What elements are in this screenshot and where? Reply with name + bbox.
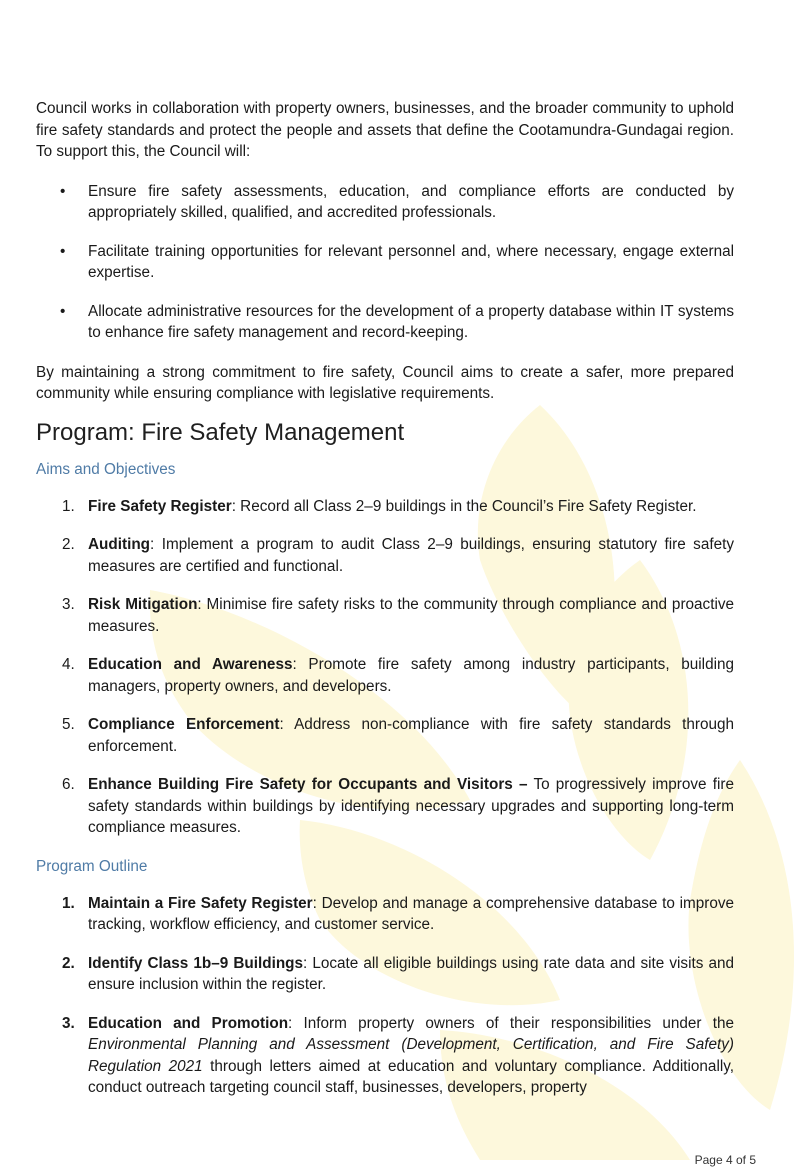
list-item: 3. Risk Mitigation: Minimise fire safety risks to the community through compliance and proactive measures. (62, 596, 735, 635)
list-item: 3. Education and Promotion: Inform property owners of their responsibilities under the Environmental Planning and Assessment (Development, Certification, and Fire Safety) Regulation 2021 through letters aimed at education and voluntary compliance. Additionally, conduct outreach targeting council staff, businesses, developers, property (62, 1014, 735, 1096)
list-item: 4. Education and Awareness: Promote fire safety among industry participants, building managers, property owners, and developers. (62, 656, 734, 695)
council-commitments-list (36, 181, 734, 344)
bullet-icon: • (60, 302, 66, 320)
list-item: 1. Fire Safety Register: Record all Class 2–9 buildings in the Council’s Fire Safety Register. (62, 497, 697, 515)
intro-paragraph: Council works in collaboration with property owners, businesses, and the broader community to uphold fire safety standards and protect the people and assets that define the Cootamundra-Gundagai region. To support this, the Council will: (36, 100, 734, 160)
list-item: 2. Identify Class 1b–9 Buildings: Locate all eligible buildings using rate data and site visits and ensure inclusion within the register. (62, 954, 734, 993)
outline-heading: Program Outline (36, 857, 148, 875)
bullet-icon: • (60, 242, 66, 260)
outline-list (36, 893, 734, 1099)
list-item: 6. Enhance Building Fire Safety for Occupants and Visitors – To progressively improve fire safety standards within buildings by identifying necessary upgrades and supporting long-term compliance measures. (62, 776, 734, 836)
list-item: • Ensure fire safety assessments, education, and compliance efforts are conducted by appropriately skilled, qualified, and accredited professionals. (60, 182, 734, 221)
bullet-icon: • (60, 182, 66, 200)
aims-heading: Aims and Objectives (36, 460, 176, 478)
list-item: 1. Maintain a Fire Safety Register: Develop and manage a comprehensive database to improve tracking, workflow efficiency, and customer service. (62, 894, 734, 933)
document-body (36, 98, 734, 1116)
list-item: 2. Auditing: Implement a program to audit Class 2–9 buildings, ensuring statutory fire safety measures are certified and functional. (62, 536, 734, 575)
page-number: Page 4 of 5 (694, 1153, 756, 1167)
list-item: • Allocate administrative resources for the development of a property database within IT systems to enhance fire safety management and record-keeping. (60, 302, 734, 341)
list-item: • Facilitate training opportunities for relevant personnel and, where necessary, engage external expertise. (60, 242, 734, 281)
aims-list (36, 496, 734, 839)
list-item: 5. Compliance Enforcement: Address non-compliance with fire safety standards through enforcement. (62, 716, 734, 755)
closing-paragraph: By maintaining a strong commitment to fire safety, Council aims to create a safer, more prepared community while ensuring compliance with legislative requirements. (36, 363, 734, 402)
program-heading: Program: Fire Safety Management (36, 418, 405, 446)
